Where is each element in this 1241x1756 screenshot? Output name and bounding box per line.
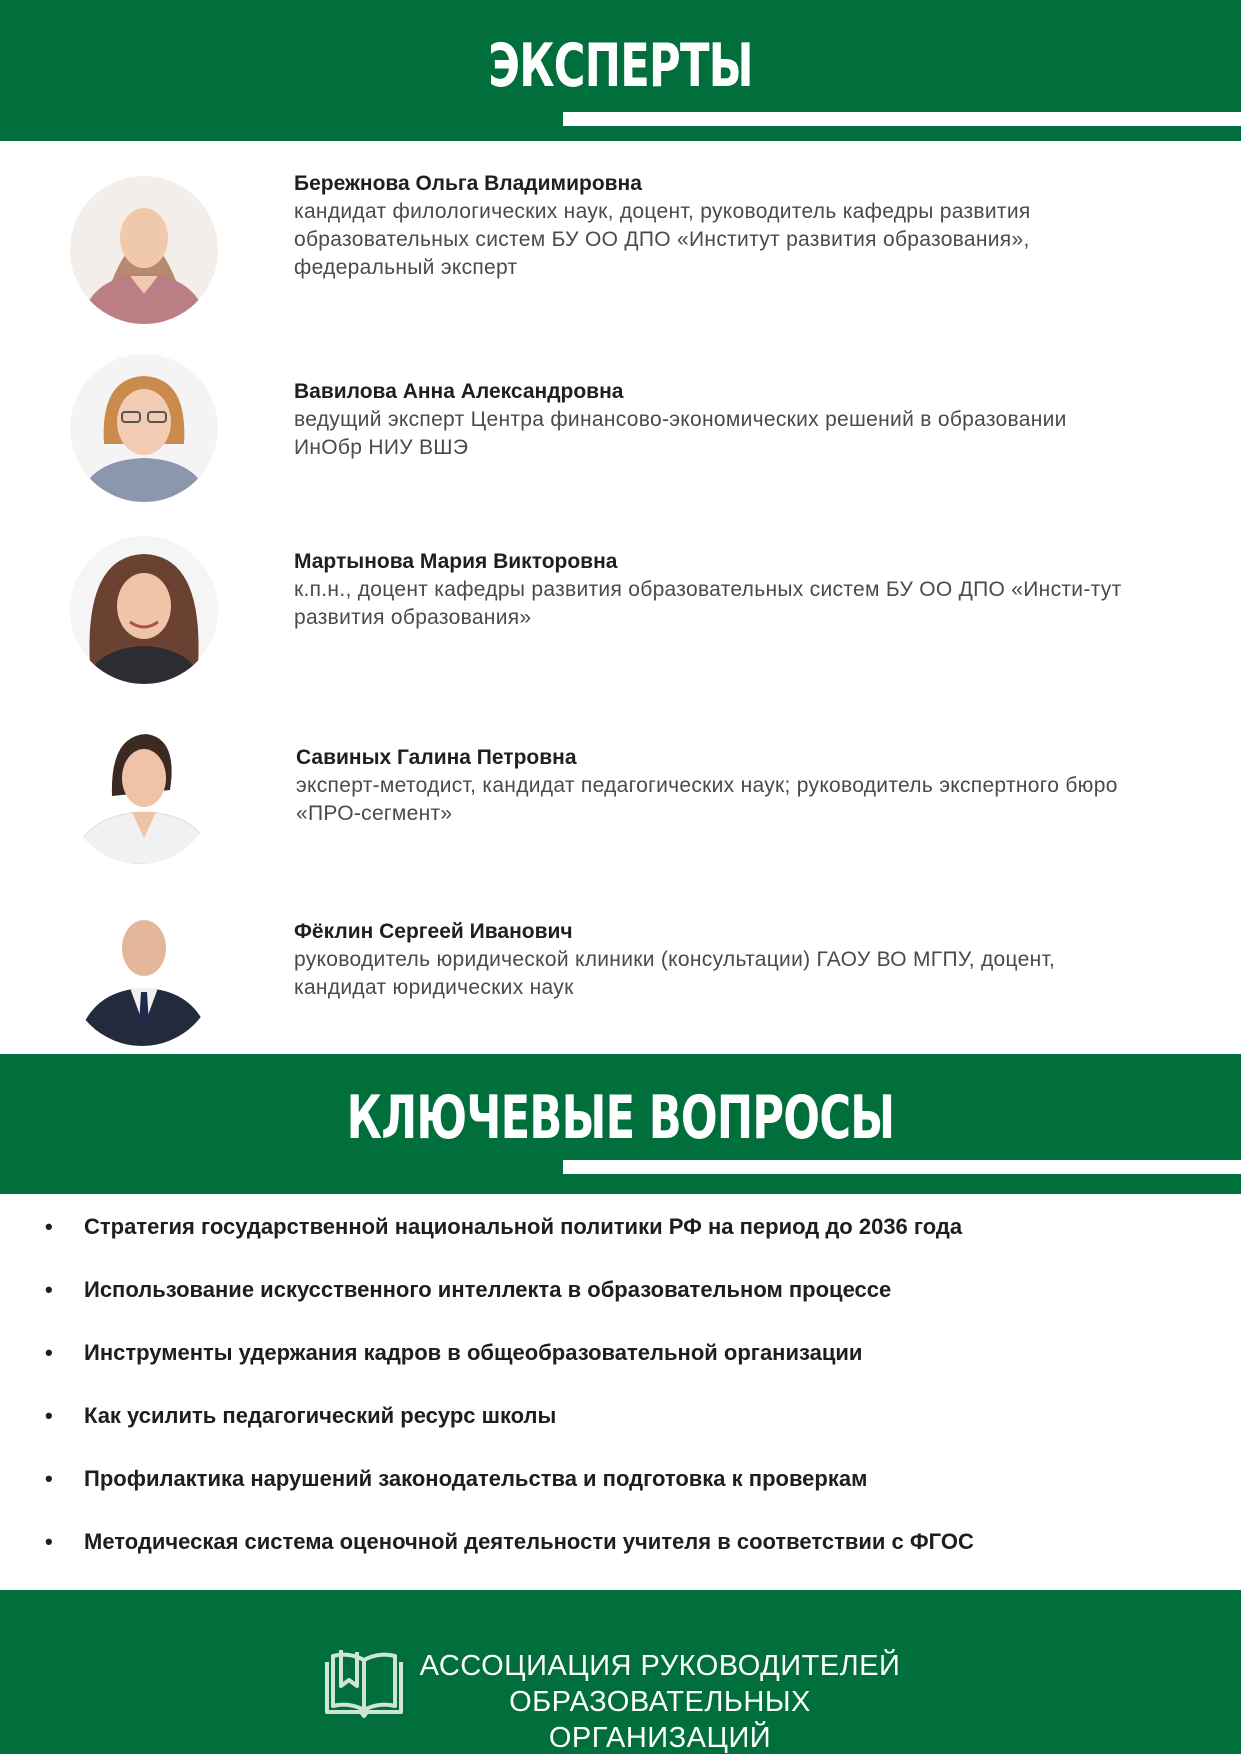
expert-description: к.п.н., доцент кафедры развития образовательных систем БУ ОО ДПО «Инсти-тут развития образования» — [294, 578, 1122, 629]
expert-name: Бережнова Ольга Владимировна — [294, 172, 642, 195]
questions-section-title: КЛЮЧЕВЫЕ ВОПРОСЫ — [346, 1083, 895, 1153]
expert-photo — [70, 354, 218, 502]
expert-photo — [66, 716, 214, 864]
expert-name: Фёклин Сергеей Иванович — [294, 920, 573, 943]
expert-description: ведущий эксперт Центра финансово-экономических решений в образовании ИнОбр НИУ ВШЭ — [294, 408, 1067, 459]
header-stripe — [563, 1160, 1241, 1174]
list-item: • Методическая система оценочной деятельности учителя в соответствии с ФГОС — [45, 1529, 974, 1554]
expert-photo — [68, 898, 216, 1046]
expert-photo — [70, 176, 218, 324]
experts-section-title: ЭКСПЕРТЫ — [488, 31, 753, 101]
list-item: • Как усилить педагогический ресурс школы — [45, 1403, 557, 1428]
footer-line-2: ОБРАЗОВАТЕЛЬНЫХ ОРГАНИЗАЦИЙ — [509, 1686, 811, 1754]
footer-line-1: АССОЦИАЦИЯ РУКОВОДИТЕЛЕЙ — [419, 1650, 901, 1682]
list-item: • Стратегия государственной национальной политики РФ на период до 2036 года — [45, 1214, 963, 1239]
expert-name: Вавилова Анна Александровна — [294, 380, 624, 403]
list-item: • Профилактика нарушений законодательства и подготовка к проверкам — [45, 1466, 868, 1491]
expert-name: Мартынова Мария Викторовна — [294, 550, 618, 573]
list-item: • Использование искусственного интеллекта в образовательном процессе — [45, 1277, 892, 1302]
expert-photo — [70, 536, 218, 684]
header-stripe — [563, 112, 1241, 126]
experts-header-band — [0, 0, 1241, 141]
questions-header-band — [0, 1054, 1241, 1194]
list-item: • Инструменты удержания кадров в общеобразовательной организации — [45, 1340, 863, 1365]
key-questions-list — [0, 1210, 1241, 1588]
expert-description: кандидат филологических наук, доцент, руководитель кафедры развития образовательных систем БУ ОО ДПО «Институт развития образования», федеральный эксперт — [294, 200, 1031, 279]
footer-organization-name — [405, 1648, 915, 1756]
expert-name: Савиных Галина Петровна — [296, 746, 577, 769]
expert-description: эксперт-методист, кандидат педагогических наук; руководитель экспертного бюро «ПРО-сегмент» — [296, 774, 1118, 825]
open-book-icon — [323, 1646, 405, 1718]
expert-description: руководитель юридической клиники (консультации) ГАОУ ВО МГПУ, доцент, кандидат юридических наук — [294, 948, 1056, 999]
